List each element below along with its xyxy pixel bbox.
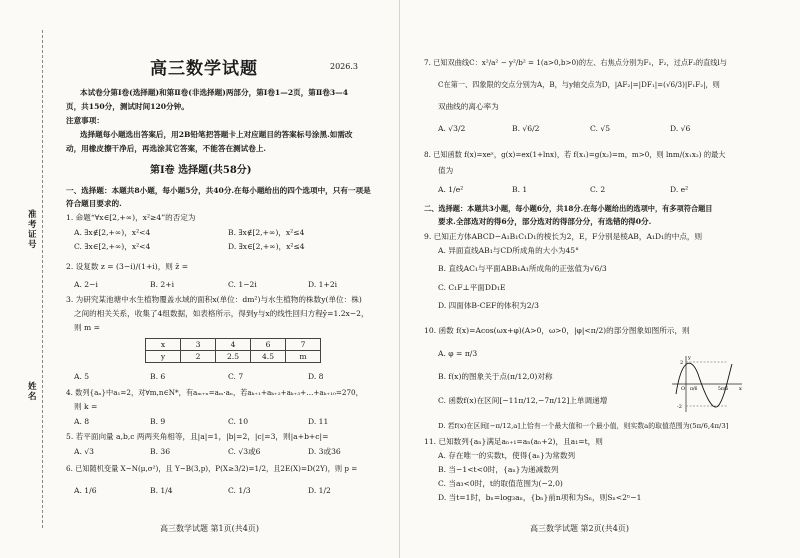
q1-option-b: B. ∃x∉[2,+∞)，x²≤4 — [228, 228, 305, 237]
question-7-line-2: C在第一、四象限的交点分别为A，B，与y轴交点为D，|AF₂|=|DF₁|=(√6/3)|F₁F₂|，则 — [438, 80, 720, 89]
table-cell: x — [146, 339, 181, 351]
notice-line-1: 选择题每小题选出答案后，用2B铅笔把答题卡上对应题目的答案标号涂黑.如需改 — [80, 130, 353, 139]
q6-option-c: C. 1/3 — [228, 486, 251, 495]
q9-option-a: A. 异面直线AB₁与CD所成角的大小为45° — [438, 246, 579, 255]
q1-option-d: D. ∃x∈[2,+∞)，x²≤4 — [228, 242, 305, 251]
binding-line — [42, 30, 43, 528]
table-cell: 3 — [181, 339, 216, 351]
q6-option-a: A. 1/6 — [74, 486, 97, 495]
question-1: 1. 命题“∀x∈[2,+∞)，x²≥4”的否定为 — [66, 213, 196, 222]
q8-option-d: D. e² — [670, 185, 689, 194]
q11-option-d: D. 当t=1时，bₙ=log₃aₙ，{bₙ}前n项和为Sₙ，则Sₙ<2ⁿ−1 — [438, 493, 642, 502]
notice-heading: 注意事项： — [66, 116, 104, 125]
question-7-line-1: 7. 已知双曲线C：x²/a² − y²/b² = 1(a>0,b>0)的左、右焦点分别为F₁，F₂，过点F₂的直线l与 — [424, 58, 727, 67]
q7-option-c: C. √5 — [590, 124, 611, 133]
question-8-line-1: 8. 已知函数 f(x)=xeˣ，g(x)=ex(1+lnx)，若 f(x₁)=g(x₂)=m，m>0，则 lnm/(x₁x₂) 的最大 — [424, 150, 726, 159]
exam-number-label: 准考证号 — [28, 210, 37, 250]
data-table — [145, 338, 321, 363]
q6-option-d: D. 1/2 — [308, 486, 331, 495]
q3-option-b: B. 6 — [150, 372, 166, 381]
question-3-line-1: 3. 为研究某池塘中水生植物覆盖水域的面积x(单位：dm²)与水生植物的株数y(单位：株) — [66, 295, 362, 304]
q1-option-c: C. ∃x∈[2,+∞)，x²<4 — [74, 242, 151, 251]
section-one-line-1: 一、选择题：本题共8小题，每小题5分，共40分.在每小题给出的四个选项中，只有一项是 — [66, 186, 371, 195]
table-cell: 7 — [286, 339, 321, 351]
table-cell: 2 — [181, 351, 216, 363]
q4-option-a: A. 8 — [74, 417, 90, 426]
table-cell: 4 — [216, 339, 251, 351]
q3-option-c: C. 7 — [228, 372, 244, 381]
origin-label: O — [681, 386, 686, 392]
question-2: 2. 设复数 z = (3−i)/(1+i)，则 z̄ = — [66, 262, 189, 271]
notice-line-2: 动，用橡皮擦干净后，再选涂其它答案，不能答在测试卷上. — [66, 144, 267, 153]
q9-option-c: C. C₁F⊥平面DD₁E — [438, 283, 506, 292]
q8-option-b: B. 1 — [512, 185, 528, 194]
q8-option-a: A. 1/e² — [438, 185, 464, 194]
intro-line-1: 本试卷分第Ⅰ卷(选择题)和第Ⅱ卷(非选择题)两部分，第Ⅰ卷1—2页，第Ⅱ卷3—4 — [80, 88, 349, 97]
page-footer: 高三数学试题 第2页(共4页) — [530, 524, 629, 533]
q9-option-b: B. 直线AC₁与平面ABB₁A₁所成角的正弦值为√6/3 — [438, 264, 607, 273]
q10-option-a: A. φ = π/3 — [438, 349, 478, 358]
q9-option-d: D. 四面体B-CEF的体积为2/3 — [438, 301, 539, 310]
q11-option-b: B. 当−1<t<0时，{aₙ}为递减数列 — [438, 465, 559, 474]
section-one-line-2: 符合题目要求的. — [66, 199, 122, 208]
q7-option-d: D. √6 — [670, 124, 691, 133]
q5-option-c: C. √3或6 — [228, 447, 261, 456]
table-cell: 6 — [251, 339, 286, 351]
y-min-label: -2 — [677, 404, 682, 410]
section-two-line-1: 二、选择题：本题共3小题，每小题6分，共18分.在每小题给出的选项中，有多项符合题目 — [424, 204, 713, 213]
intro-line-2: 页，共150分，测试时间120分钟。 — [66, 102, 189, 111]
table-cell: 4.5 — [251, 351, 286, 363]
q2-option-c: C. 1−2i — [228, 280, 257, 289]
cosine-graph — [668, 354, 744, 414]
question-7-line-3: 双曲线的离心率为 — [438, 102, 499, 111]
table-cell: y — [146, 351, 181, 363]
question-5: 5. 若平面向量 a,b,c 两两夹角相等，且|a|=1，|b|=2，|c|=3，则|a+b+c|= — [66, 432, 329, 441]
q1-option-a: A. ∃x∉[2,+∞)，x²<4 — [74, 228, 151, 237]
part-one-heading: 第Ⅰ卷 选择题(共58分) — [150, 165, 252, 176]
q7-option-b: B. √6/2 — [512, 124, 540, 133]
q5-option-a: A. √3 — [74, 447, 94, 456]
question-11: 11. 已知数列{aₙ}满足aₙ₊₁=aₙ(aₙ+2)，且a₁=t，则 — [424, 437, 603, 446]
question-9: 9. 已知正方体ABCD−A₁B₁C₁D₁的棱长为2，E，F分别是棱AB，A₁D₁的中点，则 — [424, 232, 703, 241]
question-8-line-2: 值为 — [438, 166, 454, 175]
q4-option-b: B. 9 — [150, 417, 166, 426]
q11-option-a: A. 存在唯一的实数t，使得{aₙ}为常数列 — [438, 451, 576, 460]
q4-option-d: D. 11 — [308, 417, 329, 426]
q7-option-a: A. √3/2 — [438, 124, 466, 133]
q11-option-c: C. 当a₃<0时，t的取值范围为(−2,0) — [438, 479, 563, 488]
question-10: 10. 函数 f(x)=Acos(ωx+φ)(A>0，ω>0，|φ|<π/2)的部分图象如图所示，则 — [424, 326, 690, 335]
q6-option-b: B. 1/4 — [150, 486, 173, 495]
q8-option-c: C. 2 — [590, 185, 606, 194]
q3-option-d: D. 8 — [308, 372, 324, 381]
table-cell: 2.5 — [216, 351, 251, 363]
question-3-line-3: 则 m = — [74, 323, 100, 332]
q10-option-d: D. 若f(x)在区间[−π/12,a]上恰有一个最大值和一个最小值，则实数a的取值范围为(5π/6,4π/3] — [438, 422, 729, 430]
y-max-label: 2 — [680, 360, 684, 366]
q5-option-d: D. 3或36 — [308, 447, 341, 456]
x-tick-2: 5π/6 — [718, 387, 729, 392]
x-tick-1: π/6 — [690, 387, 698, 392]
question-3-line-2: 之间的相关关系，收集了4组数据，如表格所示，得到y与x的线性回归方程ŷ=1.2x−2， — [74, 309, 369, 318]
section-two-line-2: 要求.全部选对的得6分，部分选对的得部分分，有选错的得0分. — [438, 217, 652, 226]
q2-option-a: A. 2−i — [74, 280, 98, 289]
q3-option-a: A. 5 — [74, 372, 90, 381]
q10-option-c: C. 函数f(x)在区间[−11π/12,−7π/12]上单调递增 — [438, 396, 608, 405]
table-row — [146, 351, 321, 363]
table-row — [146, 339, 321, 351]
q2-option-b: B. 2+i — [150, 280, 175, 289]
name-label: 姓名 — [28, 382, 37, 402]
q10-option-b: B. f(x)的图象关于点(π/12,0)对称 — [438, 372, 553, 381]
x-axis-label: x — [739, 386, 742, 392]
page-footer: 高三数学试题 第1页(共4页) — [160, 524, 259, 533]
q5-option-b: B. 36 — [150, 447, 171, 456]
y-axis-label: y — [688, 355, 691, 361]
q4-option-c: C. 10 — [228, 417, 249, 426]
table-cell: m — [286, 351, 321, 363]
page-right — [400, 0, 800, 558]
question-6: 6. 已知随机变量 X~N(μ,σ²)，且 Y~B(3,p)，P(X≥3/2)=1/2，且2E(X)=D(2Y)，则 p = — [66, 464, 358, 473]
page-title: 高三数学试题 — [150, 59, 258, 79]
question-4-line-1: 4. 数列{aₙ}中a₁=2，对∀m,n∈N*，有aₘ₊ₙ=aₘ·aₙ，若aₖ₊₁+aₖ₊₂+aₖ₊₃+…+aₖ₊₁₀=270， — [66, 388, 363, 397]
exam-date: 2026.3 — [330, 62, 358, 71]
q2-option-d: D. 1+2i — [308, 280, 338, 289]
question-4-line-2: 则 k = — [74, 402, 98, 411]
